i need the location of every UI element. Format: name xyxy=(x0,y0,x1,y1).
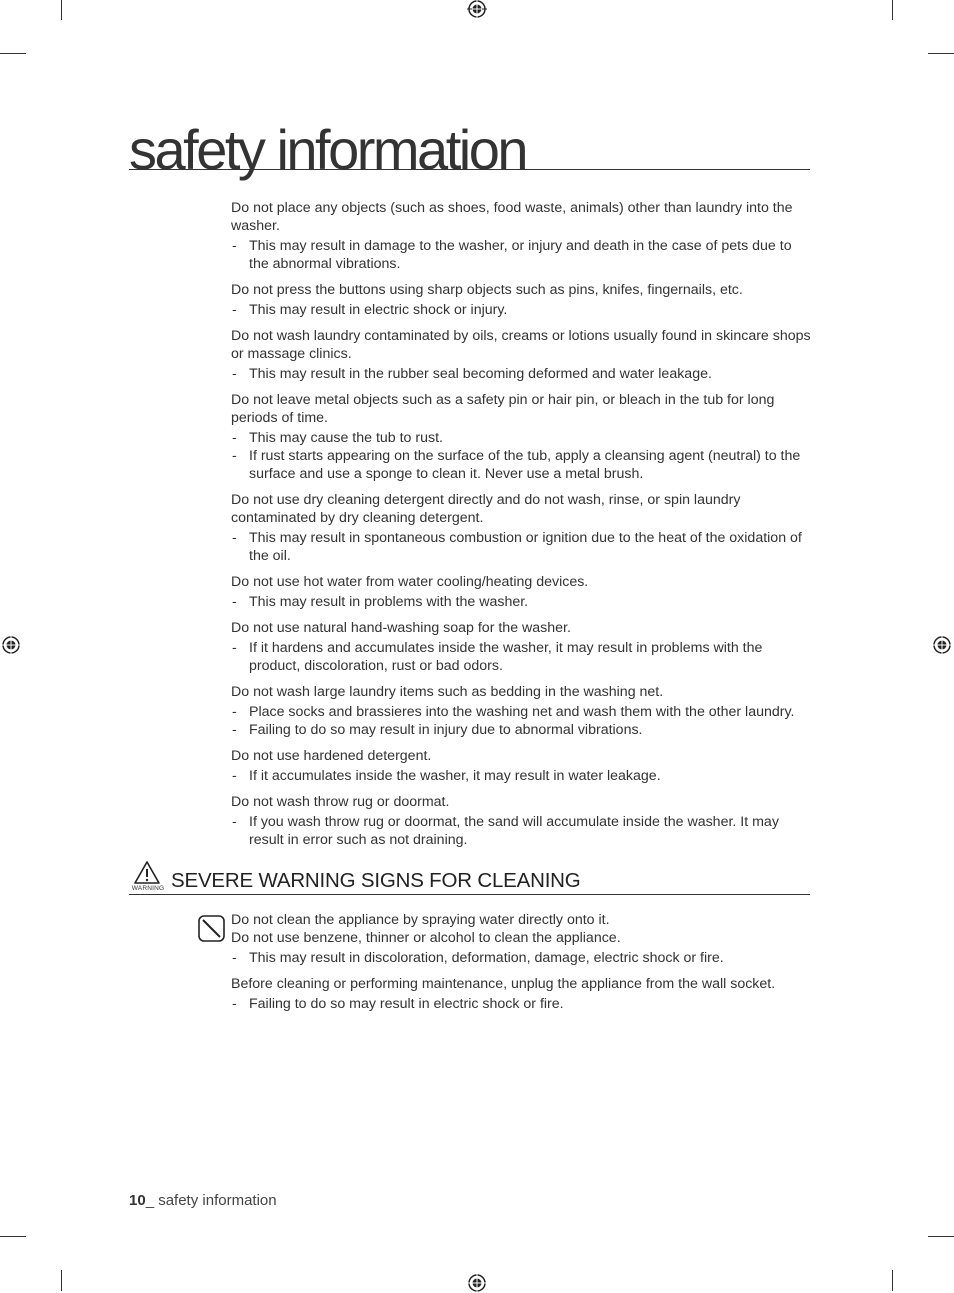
registration-mark-icon xyxy=(467,1273,487,1293)
item-sub: - This may result in the rubber seal becoming deformed and water leakage. xyxy=(231,365,811,383)
item-sub: - This may result in damage to the washer, or injury and death in the case of pets due to the abnormal vibrations. xyxy=(231,237,811,273)
item-sub: - This may result in discoloration, deformation, damage, electric shock or fire. xyxy=(231,949,811,967)
crop-mark xyxy=(892,0,893,20)
item-subs xyxy=(231,639,811,675)
item-sub: - Failing to do so may result in electric shock or fire. xyxy=(231,995,811,1013)
registration-mark-icon xyxy=(1,635,21,655)
warning-section-header xyxy=(129,860,810,895)
safety-item xyxy=(231,793,811,849)
item-sub: - Place socks and brassieres into the washing net and wash them with the other laundry. xyxy=(231,703,811,721)
safety-item xyxy=(231,619,811,675)
safety-item xyxy=(231,199,811,273)
safety-item xyxy=(231,391,811,483)
crop-mark xyxy=(61,1270,62,1291)
item-lead: Do not leave metal objects such as a safety pin or hair pin, or bleach in the tub for long periods of time. xyxy=(231,392,775,426)
safety-item xyxy=(231,573,811,611)
safety-items xyxy=(231,199,811,857)
item-lead: Do not wash laundry contaminated by oils, creams or lotions usually found in skincare shops or massage clinics. xyxy=(231,328,811,362)
item-sub: - This may cause the tub to rust. xyxy=(231,429,811,447)
crop-mark xyxy=(0,53,26,54)
item-subs xyxy=(231,365,811,383)
item-subs xyxy=(231,703,811,739)
crop-mark xyxy=(928,53,954,54)
item-sub: - This may result in electric shock or injury. xyxy=(231,301,811,319)
item-sub: - If rust starts appearing on the surface of the tub, apply a cleansing agent (neutral) to the surface and use a sponge to clean it. Never use a metal brush. xyxy=(231,447,811,483)
item-lead: Do not use benzene, thinner or alcohol to clean the appliance. xyxy=(231,930,621,946)
item-subs xyxy=(231,767,811,785)
item-subs xyxy=(231,301,811,319)
safety-item xyxy=(231,491,811,565)
item-subs xyxy=(231,949,811,967)
item-lead: Do not press the buttons using sharp objects such as pins, knifes, fingernails, etc. xyxy=(231,282,743,298)
registration-mark-icon xyxy=(467,0,487,19)
safety-item xyxy=(231,747,811,785)
crop-mark xyxy=(892,1270,893,1291)
safety-item xyxy=(231,327,811,383)
warning-section-title: SEVERE WARNING SIGNS FOR CLEANING xyxy=(171,869,581,892)
item-subs xyxy=(231,529,811,565)
item-subs xyxy=(231,813,811,849)
item-lead: Do not use natural hand-washing soap for the washer. xyxy=(231,620,571,636)
item-sub: - If you wash throw rug or doormat, the sand will accumulate inside the washer. It may result in error such as not draining. xyxy=(231,813,811,849)
crop-mark xyxy=(928,1236,954,1237)
page-title-text: safety information xyxy=(129,118,526,181)
item-sub: - This may result in problems with the washer. xyxy=(231,593,811,611)
safety-item xyxy=(231,281,811,319)
footer-separator: _ xyxy=(145,1192,159,1209)
warning-triangle-icon xyxy=(133,860,161,886)
item-lead: Do not clean the appliance by spraying water directly onto it. xyxy=(231,912,610,928)
warning-item xyxy=(231,975,811,1013)
page-footer xyxy=(129,1192,277,1209)
item-sub: - Failing to do so may result in injury due to abnormal vibrations. xyxy=(231,721,811,739)
item-lead: Do not wash throw rug or doormat. xyxy=(231,794,450,810)
item-subs xyxy=(231,593,811,611)
safety-item xyxy=(231,683,811,739)
item-lead: Do not use hot water from water cooling/heating devices. xyxy=(231,574,589,590)
crop-mark xyxy=(0,1236,26,1237)
page-title xyxy=(129,117,810,181)
prohibited-icon xyxy=(198,915,225,942)
crop-mark xyxy=(61,0,62,20)
item-subs xyxy=(231,429,811,483)
warning-item xyxy=(231,911,811,967)
registration-mark-icon xyxy=(932,635,952,655)
item-lead: Before cleaning or performing maintenance, unplug the appliance from the wall socket. xyxy=(231,976,776,992)
item-lead: Do not use dry cleaning detergent directly and do not wash, rinse, or spin laundry contaminated by dry cleaning detergent. xyxy=(231,492,741,526)
item-subs xyxy=(231,995,811,1013)
warning-icon-label: WARNING xyxy=(131,885,165,892)
item-lead: Do not place any objects (such as shoes, food waste, animals) other than laundry into the washer. xyxy=(231,200,793,234)
footer-section: safety information xyxy=(158,1192,277,1209)
item-sub: - This may result in spontaneous combustion or ignition due to the heat of the oxidation of the oil. xyxy=(231,529,811,565)
warning-items xyxy=(231,911,811,1021)
item-subs xyxy=(231,237,811,273)
item-lead: Do not use hardened detergent. xyxy=(231,748,432,764)
item-lead: Do not wash large laundry items such as bedding in the washing net. xyxy=(231,684,664,700)
page-number: 10 xyxy=(129,1192,146,1209)
item-sub: - If it hardens and accumulates inside the washer, it may result in problems with the product, discoloration, rust or bad odors. xyxy=(231,639,811,675)
item-sub: - If it accumulates inside the washer, it may result in water leakage. xyxy=(231,767,811,785)
